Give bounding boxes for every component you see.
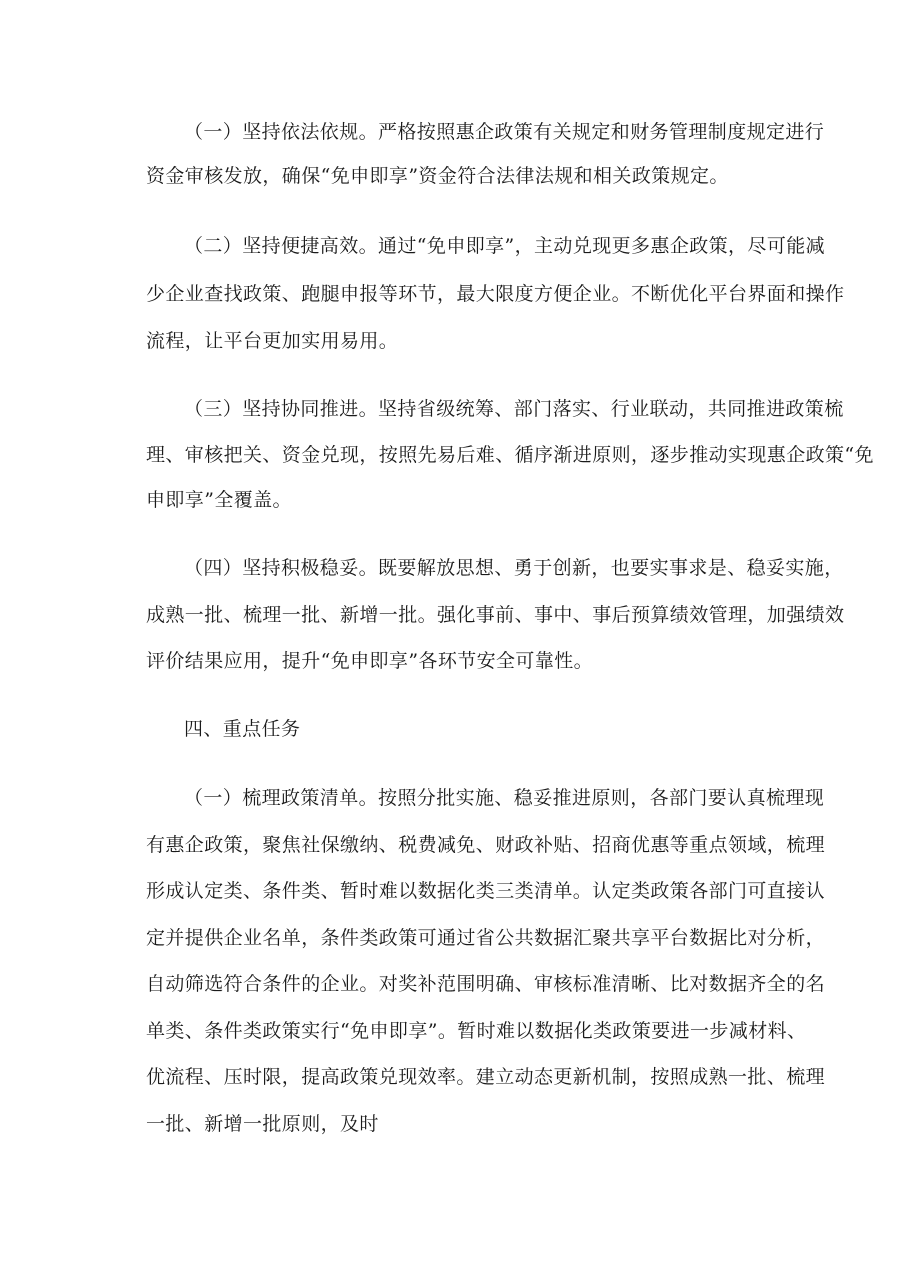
section-heading: 四、重点任务 [184,718,301,740]
paragraph-5-line-7: 优流程、压时限，提高政策兑现效率。建立动态更新机制，按照成熟一批、梳理 [146,1066,826,1088]
paragraph-5-line-4: 定并提供企业名单，条件类政策可通过省公共数据汇聚共享平台数据比对分析， [146,927,826,949]
paragraph-2-line-2: 少企业查找政策、跑腿申报等环节，最大限度方便企业。不断优化平台界面和操作 [146,283,845,305]
paragraph-5-line-2: 有惠企政策，聚焦社保缴纳、税费减免、财政补贴、招商优惠等重点领域，梳理 [146,834,826,856]
paragraph-1-line-2: 资金审核发放，确保“免申即享”资金符合法律法规和相关政策规定。 [146,165,729,187]
paragraph-4-line-2: 成熟一批、梳理一批、新增一批。强化事前、事中、事后预算绩效管理，加强绩效 [146,604,845,626]
paragraph-2-line-1: （二）坚持便捷高效。通过“免申即享”，主动兑现更多惠企政策，尽可能减 [184,235,826,257]
paragraph-5-line-3: 形成认定类、条件类、暂时难以数据化类三类清单。认定类政策各部门可直接认 [146,880,826,902]
paragraph-5-line-1: （一）梳理政策清单。按照分批实施、稳妥推进原则，各部门要认真梳理现 [184,787,825,809]
paragraph-3-line-2: 理、审核把关、资金兑现，按照先易后难、循序渐进原则，逐步推动实现惠企政策“免 [146,444,874,466]
paragraph-5-line-8: 一批、新增一批原则，及时 [146,1113,379,1135]
paragraph-3-line-3: 申即享”全覆盖。 [146,489,292,511]
paragraph-5-line-5: 自动筛选符合条件的企业。对奖补范围明确、审核标准清晰、比对数据齐全的名 [146,973,826,995]
paragraph-4-line-1: （四）坚持积极稳妥。既要解放思想、勇于创新，也要实事求是、稳妥实施， [184,557,844,579]
paragraph-4-line-3: 评价结果应用，提升“免申即享”各环节安全可靠性。 [146,650,594,672]
paragraph-5-line-6: 单类、条件类政策实行“免申即享”。暂时难以数据化类政策要进一步减材料、 [146,1020,807,1042]
paragraph-3-line-1: （三）坚持协同推进。坚持省级统筹、部门落实、行业联动，共同推进政策梳 [184,398,844,420]
paragraph-1-line-1: （一）坚持依法依规。严格按照惠企政策有关规定和财务管理制度规定进行 [184,121,825,143]
paragraph-2-line-3: 流程，让平台更加实用易用。 [146,330,399,352]
